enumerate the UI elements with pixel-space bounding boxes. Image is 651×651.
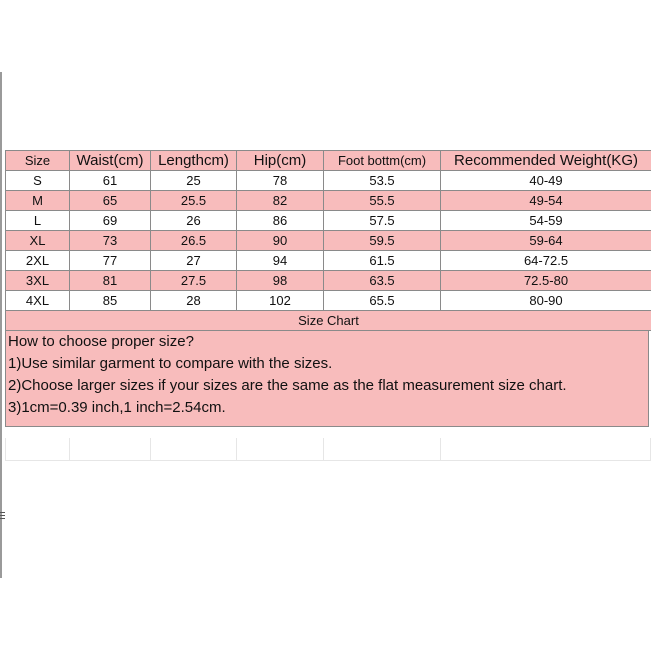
cell-hip: 78 — [237, 171, 324, 191]
cell-length: 26.5 — [151, 231, 237, 251]
cell-waist: 73 — [70, 231, 151, 251]
cell-foot-bottom: 53.5 — [324, 171, 441, 191]
cell-foot-bottom: 61.5 — [324, 251, 441, 271]
size-chart-caption: Size Chart — [6, 311, 651, 331]
window-edge-grip — [0, 512, 5, 520]
cell-length: 27 — [151, 251, 237, 271]
cell-length: 26 — [151, 211, 237, 231]
sizing-notes — [5, 330, 649, 427]
header-waist: Waist(cm) — [70, 151, 151, 171]
table-row — [6, 231, 651, 251]
cell-foot-bottom: 57.5 — [324, 211, 441, 231]
notes-title: How to choose proper size? — [8, 333, 194, 350]
cell-size: M — [6, 191, 70, 211]
table-row — [6, 291, 651, 311]
cell-weight: 80-90 — [441, 291, 651, 311]
header-hip: Hip(cm) — [237, 151, 324, 171]
caption-row — [6, 311, 651, 331]
cell-size: L — [6, 211, 70, 231]
cell-hip: 86 — [237, 211, 324, 231]
cell-length: 25.5 — [151, 191, 237, 211]
table-header-row — [6, 151, 651, 171]
header-size: Size — [6, 151, 70, 171]
header-recommended-weight: Recommended Weight(KG) — [441, 151, 651, 171]
cell-hip: 94 — [237, 251, 324, 271]
cell-waist: 77 — [70, 251, 151, 271]
cell-hip: 98 — [237, 271, 324, 291]
cell-hip: 102 — [237, 291, 324, 311]
table-row — [6, 191, 651, 211]
cell-foot-bottom: 55.5 — [324, 191, 441, 211]
cell-hip: 90 — [237, 231, 324, 251]
cell-weight: 54-59 — [441, 211, 651, 231]
cell-weight: 64-72.5 — [441, 251, 651, 271]
cell-weight: 72.5-80 — [441, 271, 651, 291]
cell-waist: 69 — [70, 211, 151, 231]
cell-waist: 81 — [70, 271, 151, 291]
cell-waist: 85 — [70, 291, 151, 311]
cell-size: 2XL — [6, 251, 70, 271]
notes-line: 1)Use similar garment to compare with the sizes. — [8, 355, 333, 372]
cell-hip: 82 — [237, 191, 324, 211]
cell-waist: 65 — [70, 191, 151, 211]
window-edge-bar — [0, 72, 2, 578]
cell-weight: 40-49 — [441, 171, 651, 191]
cell-length: 27.5 — [151, 271, 237, 291]
header-length: Lengthcm) — [151, 151, 237, 171]
cell-weight: 59-64 — [441, 231, 651, 251]
cell-size: 3XL — [6, 271, 70, 291]
notes-line: 3)1cm=0.39 inch,1 inch=2.54cm. — [8, 399, 226, 416]
empty-grid-row — [5, 438, 651, 461]
cell-size: S — [6, 171, 70, 191]
cell-foot-bottom: 59.5 — [324, 231, 441, 251]
cell-size: XL — [6, 231, 70, 251]
cell-size: 4XL — [6, 291, 70, 311]
cell-length: 25 — [151, 171, 237, 191]
cell-foot-bottom: 65.5 — [324, 291, 441, 311]
cell-length: 28 — [151, 291, 237, 311]
notes-line: 2)Choose larger sizes if your sizes are the same as the flat measurement size chart. — [8, 377, 567, 394]
header-foot-bottom: Foot bottm(cm) — [324, 151, 441, 171]
cell-waist: 61 — [70, 171, 151, 191]
table-row — [6, 171, 651, 191]
size-chart-sheet — [5, 150, 651, 427]
cell-foot-bottom: 63.5 — [324, 271, 441, 291]
table-row — [6, 211, 651, 231]
table-row — [6, 271, 651, 291]
size-chart-table — [5, 150, 651, 331]
table-row — [6, 251, 651, 271]
cell-weight: 49-54 — [441, 191, 651, 211]
